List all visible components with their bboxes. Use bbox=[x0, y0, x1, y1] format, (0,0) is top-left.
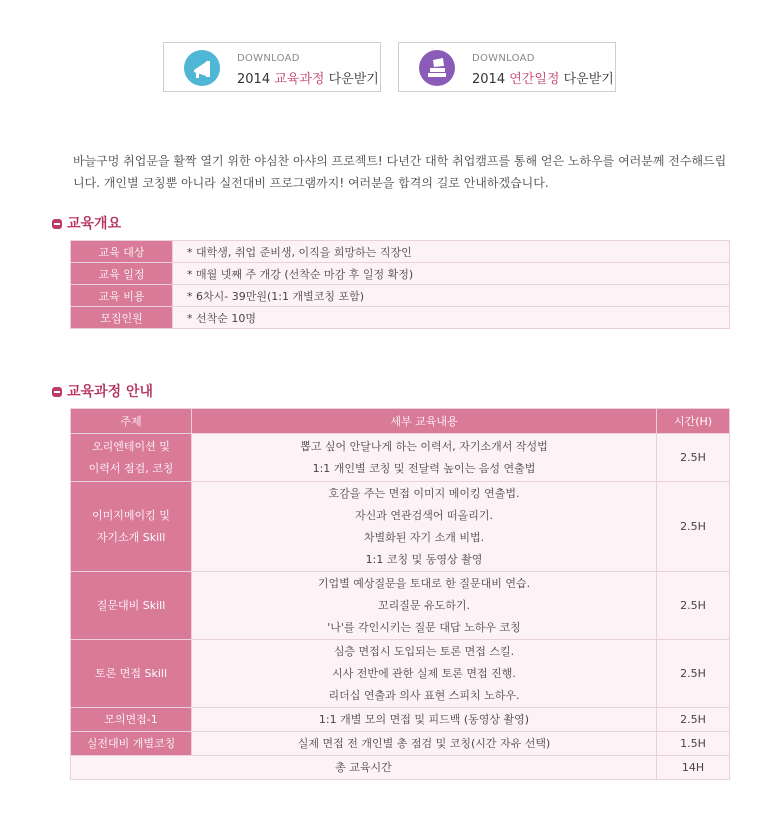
download-schedule-button[interactable] bbox=[398, 42, 616, 92]
curriculum-topic: 오리엔테이션 및 이력서 점검, 코칭 bbox=[71, 434, 192, 482]
overview-value: * 대학생, 취업 준비생, 이직을 희망하는 직장인 bbox=[173, 241, 730, 263]
overview-section-title: 교육개요 bbox=[52, 213, 121, 233]
detail-line: 기업별 예상질문을 토대로 한 질문대비 연습. bbox=[317, 576, 531, 590]
table-row bbox=[71, 708, 730, 732]
table-row bbox=[71, 732, 730, 756]
table-row bbox=[71, 241, 730, 263]
table-row bbox=[71, 263, 730, 285]
curriculum-details bbox=[192, 482, 657, 572]
curriculum-topic: 질문대비 Skill bbox=[71, 572, 192, 640]
overview-label: 교육 일정 bbox=[71, 263, 173, 285]
detail-line: 시사 전반에 관한 실제 토론 면접 진행. bbox=[332, 666, 516, 680]
curriculum-hours: 2.5H bbox=[657, 708, 730, 732]
detail-line: 차별화된 자기 소개 비법. bbox=[363, 530, 485, 544]
header-details: 세부 교육내용 bbox=[192, 409, 657, 434]
header-topic: 주제 bbox=[71, 409, 192, 434]
curriculum-topic: 이미지메이킹 및 자기소개 Skill bbox=[71, 482, 192, 572]
table-row bbox=[71, 307, 730, 329]
overview-table bbox=[70, 240, 730, 329]
table-row bbox=[71, 572, 730, 640]
detail-line: 꼬리질문 유도하기. bbox=[377, 598, 470, 612]
curriculum-table bbox=[70, 408, 730, 780]
books-icon bbox=[419, 50, 455, 86]
megaphone-icon bbox=[184, 50, 220, 86]
detail-line: 1:1 개인별 코칭 및 전달력 높이는 음성 연출법 bbox=[312, 461, 536, 475]
total-hours: 14H bbox=[657, 756, 730, 780]
detail-line: 리더십 연출과 의사 표현 스피치 노하우. bbox=[328, 688, 520, 702]
curriculum-topic: 모의면접-1 bbox=[71, 708, 192, 732]
overview-label: 교육 대상 bbox=[71, 241, 173, 263]
detail-line: 실제 면접 전 개인별 총 점검 및 코칭(시간 자유 선택) bbox=[297, 736, 551, 750]
overview-value: * 매월 넷째 주 개강 (선착순 마감 후 일정 확정) bbox=[173, 263, 730, 285]
total-row bbox=[71, 756, 730, 780]
overview-label: 모집인원 bbox=[71, 307, 173, 329]
curriculum-hours: 1.5H bbox=[657, 732, 730, 756]
detail-line: '나'를 각인시키는 질문 대답 노하우 코칭 bbox=[327, 620, 521, 634]
detail-line: 1:1 코칭 및 동영상 촬영 bbox=[365, 552, 483, 566]
download-title: 2014 연간일정 다운받기 bbox=[472, 72, 614, 87]
curriculum-details bbox=[192, 640, 657, 708]
curriculum-details bbox=[192, 434, 657, 482]
header-hours: 시간(H) bbox=[657, 409, 730, 434]
overview-value: * 6차시- 39만원(1:1 개별코칭 포함) bbox=[173, 285, 730, 307]
curriculum-hours: 2.5H bbox=[657, 640, 730, 708]
curriculum-topic: 실전대비 개별코칭 bbox=[71, 732, 192, 756]
download-curriculum-button[interactable] bbox=[163, 42, 381, 92]
curriculum-hours: 2.5H bbox=[657, 572, 730, 640]
detail-line: 1:1 개별 모의 면접 및 피드백 (동영상 촬영) bbox=[318, 712, 530, 726]
detail-line: 뽑고 싶어 안달나게 하는 이력서, 자기소개서 작성법 bbox=[300, 439, 548, 453]
table-row bbox=[71, 482, 730, 572]
table-row bbox=[71, 640, 730, 708]
table-header-row bbox=[71, 409, 730, 434]
curriculum-details bbox=[192, 572, 657, 640]
table-row bbox=[71, 285, 730, 307]
bullet-icon bbox=[52, 219, 62, 229]
overview-label: 교육 비용 bbox=[71, 285, 173, 307]
curriculum-hours: 2.5H bbox=[657, 434, 730, 482]
detail-line: 호감을 주는 면접 이미지 메이킹 연출법. bbox=[328, 486, 520, 500]
detail-line: 자신과 연관검색어 떠올리기. bbox=[354, 508, 493, 522]
overview-value: * 선착순 10명 bbox=[173, 307, 730, 329]
curriculum-topic: 토론 면접 Skill bbox=[71, 640, 192, 708]
intro-text: 바늘구멍 취업문을 활짝 열기 위한 야심찬 아샤의 프로젝트! 다년간 대학 취업캠프를 통해 얻은 노하우를 여러분께 전수해드립니다. 개인별 코칭뿐 아니라 실전대비 프로그램까지! 여러분을 합격의 길로 안내하겠습니다. bbox=[73, 154, 727, 190]
download-title: 2014 교육과정 다운받기 bbox=[237, 72, 379, 87]
curriculum-details bbox=[192, 708, 657, 732]
download-label: DOWNLOAD bbox=[472, 53, 535, 64]
curriculum-details bbox=[192, 732, 657, 756]
bullet-icon bbox=[52, 387, 62, 397]
curriculum-hours: 2.5H bbox=[657, 482, 730, 572]
table-row bbox=[71, 434, 730, 482]
curriculum-section-title: 교육과정 안내 bbox=[52, 381, 153, 401]
download-label: DOWNLOAD bbox=[237, 53, 300, 64]
detail-line: 심층 면접시 도입되는 토론 면접 스킬. bbox=[333, 644, 515, 658]
total-label: 총 교육시간 bbox=[71, 756, 657, 780]
